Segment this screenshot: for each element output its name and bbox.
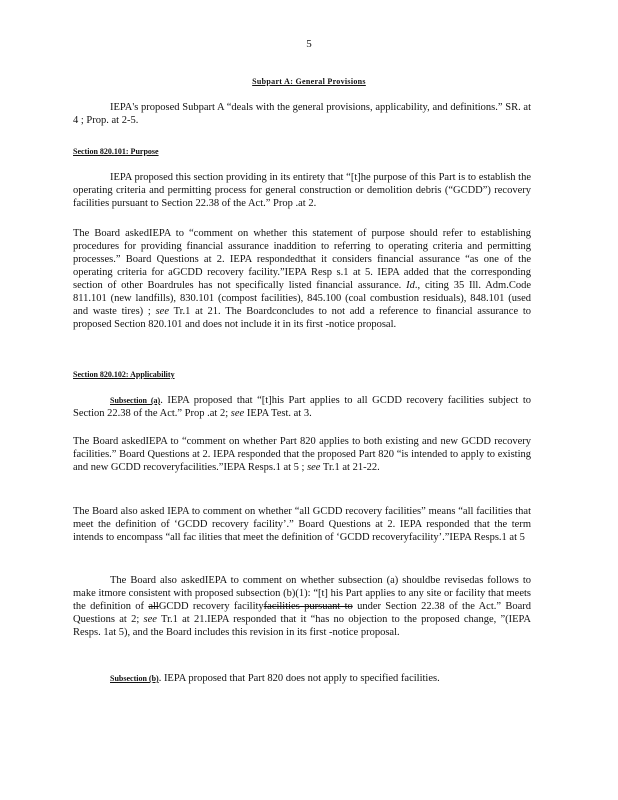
subsection-a-label: Subsection (a) <box>110 396 161 405</box>
intro-paragraph: IEPA's proposed Subpart A “deals with the general provisions, applicability, and definitions.” SR. at 4 ; Prop. at 2-5. <box>73 102 531 126</box>
applicability-paragraph-3: The Board also asked IEPA to comment on whether “all GCDD recovery facilities” means “all facilities that meet the definition of ‘GCDD recovery facility’.” Board Questions at 2. IEPA responded that the term intends to encompass “all fac ilities that meet the definition of ‘GCDD recoveryfacility’.”IEPA Resps.1 at 5 <box>73 506 531 543</box>
section-820-101-heading: Section 820.101: Purpose <box>73 147 159 156</box>
see-signal: see <box>143 614 157 625</box>
applicability-paragraph-4 <box>73 574 531 639</box>
subsection-a-text: . IEPA proposed that “[t]his Part applies to all GCDD recovery facilities subject to Section 22.38 of the Act.” Prop .at 2; <box>73 395 531 419</box>
see-signal: see <box>155 306 170 317</box>
purpose-p2-text: The Board askedIEPA to “comment on whether this statement of purpose should refer to establishing procedures for providing financial assurance inaddition to referring to operating criteria and permitting processes.” Board Questions at 2. IEPA respondedthat it considers financial assurance “as one of the operating criteria for aGCDD recovery facility.”IEPA Resp s.1 at 5. IEPA added that the corresponding section of other Boardrules has not specifically listed financial assurance. <box>73 228 531 291</box>
subpart-title: Subpart A: General Provisions <box>252 77 366 86</box>
see-signal: see <box>230 408 245 419</box>
id-citation: Id <box>406 280 415 291</box>
purpose-p2-conclusion: Tr.1 at 21. The Boardconcludes to not add a reference to financial assurance to proposed Section 820.101 and does not include it in its first -notice proposal. <box>73 306 532 330</box>
applicability-p4-text: The Board also askedIEPA to comment on whether subsection (a) shouldbe revisedas follows to make itmore consistent with proposed subsection (b)(1): “[t] his Part applies to any site or facility that meets the definition of <box>73 575 531 612</box>
see-signal: see <box>307 462 321 473</box>
subsection-b-text: . IEPA proposed that Part 820 does not apply to specified facilities. <box>158 673 440 684</box>
subsection-b-label: Subsection (b) <box>110 674 159 683</box>
page-number: 5 <box>306 38 312 50</box>
purpose-paragraph-1: IEPA proposed this section providing in its entirety that “[t]he purpose of this Part is to establish the operating criteria and permitting process for general construction or demolition debris (“GCDD”) recovery facilities pursuant to Section 22.38 of the Act.” Prop .at 2. <box>73 172 531 209</box>
deleted-text: all <box>148 601 159 612</box>
applicability-p4-cite: under Section 22.38 of the Act.” Board Questions at 2; <box>73 601 532 625</box>
purpose-p2-citations: ., citing 35 Ill. Adm.Code 811.101 (new landfills), 830.101 (compost facilities), 845.100 (coal combustion residuals), 848.101 (used and waste tires) ; <box>73 280 532 317</box>
purpose-paragraph-2 <box>73 227 531 331</box>
applicability-paragraph-2 <box>73 435 531 474</box>
deleted-text: facilities pursuant to <box>263 601 353 612</box>
subsection-b-paragraph <box>73 672 531 685</box>
subsection-a-tail: IEPA Test. at 3. <box>246 408 312 419</box>
applicability-p4-response: Tr.1 at 21.IEPA responded that it “has no objection to the proposed change, ”(IEPA Resps. 1at 5), and the Board includes this revision in its first -notice proposal. <box>73 614 532 638</box>
subsection-a-paragraph <box>73 394 531 420</box>
applicability-p2-tail: Tr.1 at 21-22. <box>322 462 380 473</box>
applicability-p4-term: GCDD recovery facility <box>158 601 264 612</box>
section-820-102-heading: Section 820.102: Applicability <box>73 370 175 379</box>
applicability-p2-text: The Board askedIEPA to “comment on whether Part 820 applies to both existing and new GCDD recovery facilities.” Board Questions at 2. IEPA responded that the proposed Part 820 “is intended to apply to existing and new GCDD recoveryfacilities.”IEPA Resps.1 at 5 ; <box>73 436 531 473</box>
